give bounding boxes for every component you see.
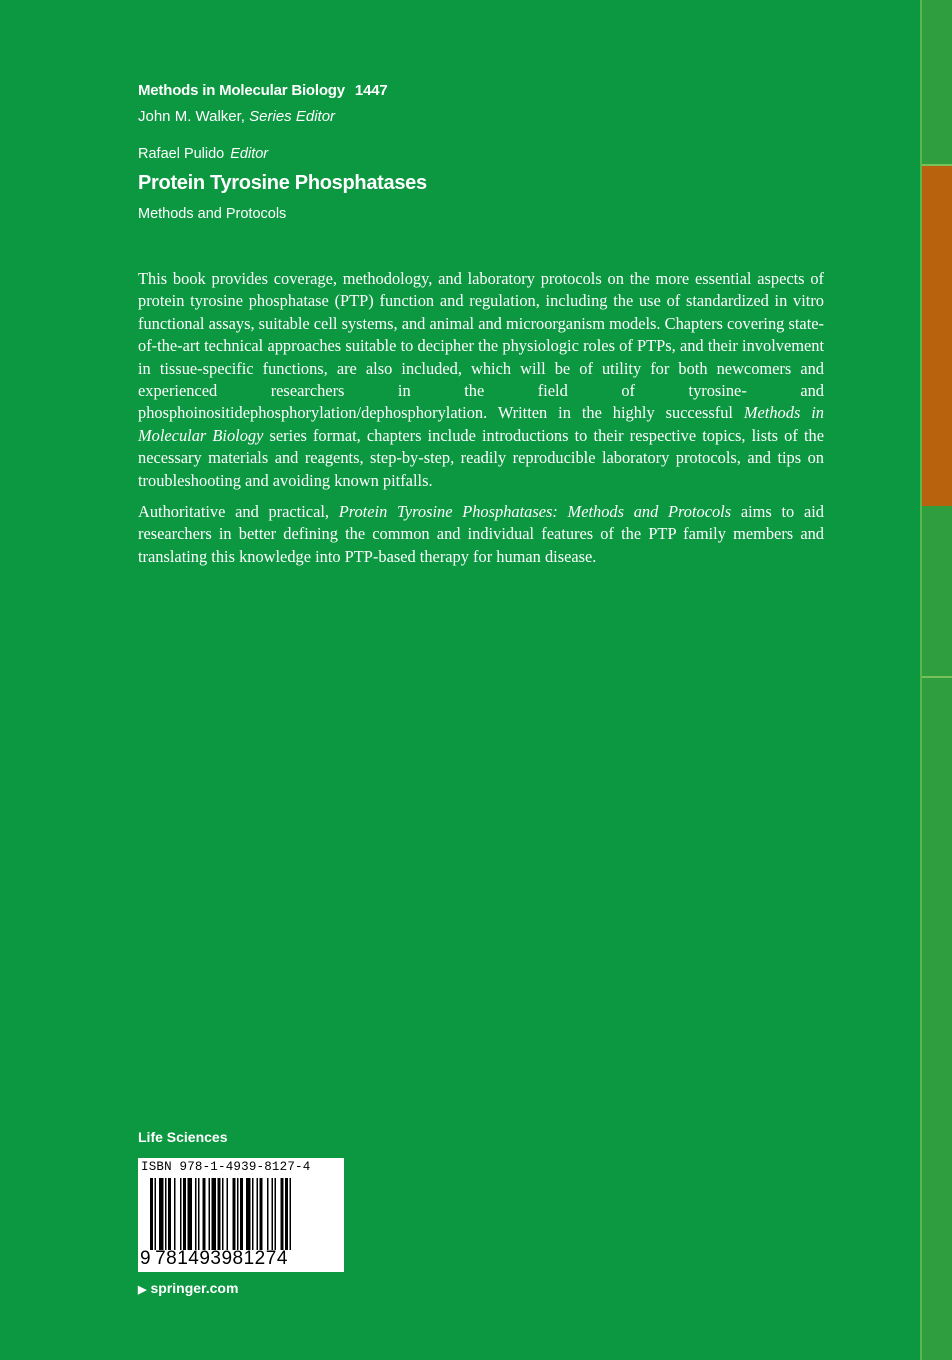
spine-accent-band [922, 166, 952, 506]
triangle-right-icon: ▶ [138, 1284, 147, 1296]
series-number: 1447 [354, 82, 388, 99]
barcode-digits [140, 1248, 342, 1270]
barcode-bar [275, 1178, 277, 1250]
barcode-bar [155, 1178, 157, 1250]
barcode-bar [195, 1178, 197, 1250]
series-heading [138, 82, 388, 99]
barcode-digit-string: 781493981274 [155, 1248, 288, 1269]
barcode-bar [267, 1178, 269, 1250]
barcode-bar [290, 1178, 292, 1250]
series-name-italic: Methods in Molecular Biology [138, 403, 824, 445]
barcode-bar [257, 1178, 259, 1250]
isbn-barcode [138, 1158, 344, 1272]
description-text: aims to aid researchers in better defining the common and individual features of the PTP family members and translating this knowledge into PTP-based therapy for human disease. [138, 502, 824, 566]
barcode-bar [285, 1178, 288, 1250]
barcode-bar [252, 1178, 254, 1250]
barcode-bar [209, 1178, 211, 1250]
barcode-bar [159, 1178, 164, 1250]
spine-divider-line [922, 164, 952, 166]
series-editor-line [138, 108, 335, 125]
barcode-bar [180, 1178, 182, 1250]
series-editor-role: Series Editor [249, 108, 336, 125]
description-text: series format, chapters include introductions to their respective topics, lists of the necessary materials and reagents, step-by-step, readily reproducible laboratory protocols, and tips on troubleshooting and avoiding known pitfalls. [138, 425, 824, 490]
book-editor-line [138, 146, 268, 162]
barcode-bar [246, 1178, 251, 1250]
subject-category: Life Sciences [138, 1129, 228, 1145]
description-text: This book provides coverage, methodology, and laboratory protocols on the more essential aspects of protein tyrosine phosphatase (PTP) function and regulation, including the use of standardized in vitro functional assays, suitable cell systems, and animal and microorganism models. Chapters covering state-of-the-art technical approaches suitable to decipher the physiologic roles of PTPs, and their involvement in tissue-specific functions, are also included, which will be of utility for both newcomers and experienced researchers in the field of tyrosine- and phosphoinositidephosphorylation/dephosphorylation. Written in the highly successful [138, 269, 824, 423]
barcode-bar [218, 1178, 221, 1250]
barcode-bar [240, 1178, 243, 1250]
barcode-bar [212, 1178, 217, 1250]
book-title: Protein Tyrosine Phosphatases [138, 172, 427, 194]
barcode-bar [188, 1178, 193, 1250]
book-subtitle: Methods and Protocols [138, 206, 287, 222]
barcode-bar [165, 1178, 167, 1250]
description-paragraph-2 [138, 501, 824, 568]
barcode-bar [281, 1178, 284, 1250]
spine-divider-line [922, 676, 952, 678]
publisher-url: springer.com [150, 1280, 239, 1296]
series-name: Methods in Molecular Biology [138, 82, 345, 99]
book-title-italic: Protein Tyrosine Phosphatases: Methods and Protocols [338, 502, 732, 522]
barcode-bar [233, 1178, 236, 1250]
barcode-bar [237, 1178, 239, 1250]
barcode-bar [183, 1178, 186, 1250]
barcode-lead-digit: 9 [140, 1248, 152, 1269]
book-editor-role: Editor [230, 146, 269, 162]
barcode-bar [260, 1178, 263, 1250]
barcode-bar [227, 1178, 229, 1250]
barcode-bars [150, 1178, 336, 1250]
isbn-label: ISBN 978-1-4939-8127-4 [141, 1160, 311, 1174]
book-description [138, 268, 824, 577]
barcode-bar [272, 1178, 274, 1250]
barcode-bar [174, 1178, 176, 1250]
description-text: Authoritative and practical, [138, 502, 339, 522]
barcode-bar [222, 1178, 224, 1250]
barcode-bar [198, 1178, 200, 1250]
barcode-bar [168, 1178, 171, 1250]
book-editor-name: Rafael Pulido [138, 146, 225, 162]
publisher-link[interactable] [138, 1280, 238, 1296]
barcode-bar [203, 1178, 206, 1250]
series-editor-name: John M. Walker, [138, 108, 245, 125]
barcode-bar [150, 1178, 153, 1250]
description-paragraph-1 [138, 268, 824, 492]
